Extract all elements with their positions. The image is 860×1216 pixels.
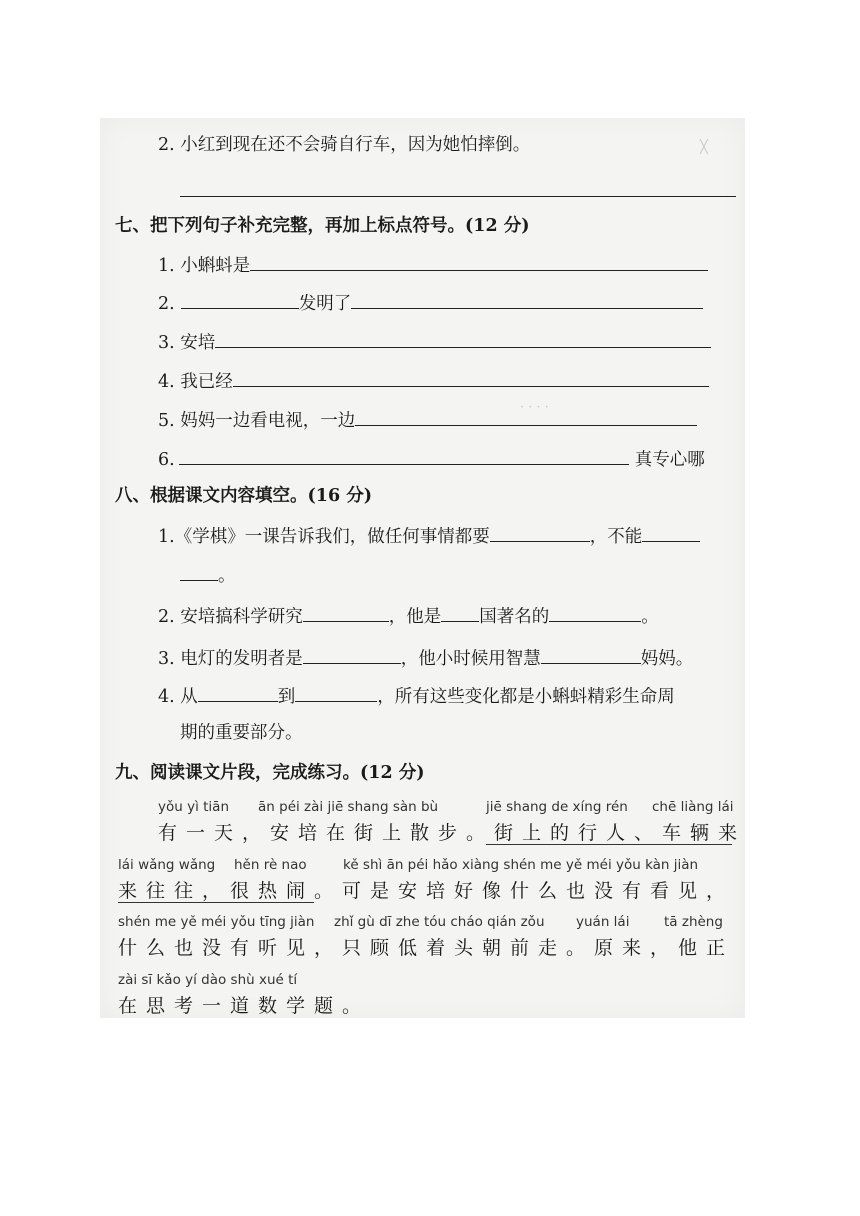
passage-line-1: 有一天，安培在街上散步。街上的行人、车辆来 — [158, 822, 747, 844]
s8-item-1-cont — [180, 562, 236, 588]
s8-item-4 — [158, 683, 675, 709]
s7-item-4-text: 4. 我已经 — [158, 372, 233, 392]
passage-underline — [118, 902, 314, 903]
s7-item-1-text: 1. 小蝌蚪是 — [158, 256, 251, 276]
pinyin-segment: yǒu yì tiān — [158, 799, 230, 815]
s7-item-2-mid: 发明了 — [298, 294, 352, 314]
s8-item-1-blank-c[interactable] — [180, 562, 218, 581]
passage-line-4: 在思考一道数学题。 — [118, 995, 371, 1017]
section-9-heading: 九、阅读课文片段，完成练习。(12 分) — [115, 763, 425, 783]
s8-item-1-text: 1.《学棋》一课告诉我们，做任何事情都要 — [158, 527, 490, 547]
s7-item-6-blank[interactable] — [179, 446, 629, 465]
s8-item-2-blank-a[interactable] — [303, 603, 389, 622]
s7-item-2-blank-a[interactable] — [181, 290, 299, 309]
s7-item-6-end: 真专心哪 — [634, 450, 705, 470]
pinyin-segment: zài sī kǎo yí dào shù xué tí — [118, 972, 298, 988]
s8-item-1-mid: ，不能 — [589, 527, 643, 547]
s8-item-2 — [158, 603, 659, 629]
s8-item-2-mid2: 国著名的 — [479, 607, 550, 627]
s7-item-5 — [158, 407, 697, 433]
s8-item-3-blank-a[interactable] — [303, 645, 401, 664]
s7-item-6-number: 6. — [158, 450, 175, 470]
s8-item-4-mid: 到 — [277, 687, 296, 707]
s8-item-4-text: 4. 从 — [158, 687, 198, 707]
s7-item-2-blank-b[interactable] — [351, 290, 703, 309]
s8-item-2-mid: ，他是 — [388, 607, 442, 627]
s8-item-3 — [158, 645, 693, 671]
s7-item-6 — [158, 446, 705, 472]
s7-item-1-blank[interactable] — [250, 252, 708, 271]
pinyin-segment: yuán lái — [576, 914, 630, 930]
pinyin-segment: ān péi zài jiē shang sàn bù — [258, 799, 439, 815]
q6-item-2: 2. 小红到现在还不会骑自行车，因为她怕摔倒。 — [158, 135, 531, 155]
s8-item-1-end: 。 — [218, 566, 236, 586]
s7-item-4-blank[interactable] — [233, 368, 709, 387]
pinyin-segment: hěn rè nao — [234, 857, 307, 873]
pinyin-segment: jiē shang de xíng rén — [486, 799, 628, 815]
passage-underline — [486, 844, 732, 845]
pinyin-segment: tā zhèng — [664, 914, 723, 930]
bleed-through-mark: ╳ — [700, 140, 708, 155]
pinyin-segment: chē liàng lái — [652, 799, 734, 815]
pinyin-segment: shén me yě méi yǒu tīng jiàn — [118, 914, 315, 930]
s7-item-5-text: 5. 妈妈一边看电视，一边 — [158, 411, 356, 431]
s8-item-4-blank-a[interactable] — [198, 683, 278, 702]
passage-line-3: 什么也没有听见，只顾低着头朝前走。原来，他正 — [118, 937, 735, 959]
s8-item-2-blank-c[interactable] — [549, 603, 641, 622]
s8-item-4-end: 期的重要部分。 — [180, 723, 303, 743]
s7-item-3-blank[interactable] — [215, 329, 711, 348]
s8-item-4-cont: ，所有这些变化都是小蝌蚪精彩生命周 — [377, 687, 675, 707]
s8-item-1-blank-a[interactable] — [490, 523, 590, 542]
s8-item-2-end: 。 — [641, 607, 659, 627]
bleed-through-mark: · · · · — [520, 400, 549, 415]
s7-item-5-blank[interactable] — [355, 407, 697, 426]
s8-item-3-blank-b[interactable] — [541, 645, 641, 664]
s8-item-3-end: 妈妈。 — [640, 649, 694, 669]
s8-item-3-mid: ，他小时候用智慧 — [400, 649, 541, 669]
s8-item-2-blank-b[interactable] — [441, 603, 479, 622]
s7-item-4 — [158, 368, 709, 394]
section-8-heading: 八、根据课文内容填空。(16 分) — [115, 486, 373, 506]
s8-item-1-blank-b[interactable] — [642, 523, 700, 542]
pinyin-segment: kě shì ān péi hǎo xiàng shén me yě méi yǒu kàn jiàn — [343, 857, 699, 873]
section-7-heading: 七、把下列句子补充完整，再加上标点符号。(12 分) — [115, 216, 530, 236]
s8-item-4-blank-b[interactable] — [295, 683, 377, 702]
s7-item-2-number: 2. — [158, 294, 175, 314]
s7-item-3-text: 3. 安培 — [158, 333, 216, 353]
pinyin-segment: zhǐ gù dī zhe tóu cháo qián zǒu — [334, 914, 545, 930]
s8-item-2-text: 2. 安培搞科学研究 — [158, 607, 303, 627]
s7-item-3 — [158, 329, 711, 355]
pinyin-segment: lái wǎng wǎng — [118, 857, 216, 873]
passage-line-2: 来往往，很热闹。可是安培好像什么也没有看见， — [118, 880, 735, 902]
s7-item-1 — [158, 252, 718, 278]
s7-item-2 — [158, 290, 703, 316]
s8-item-1 — [158, 523, 700, 549]
answer-line — [180, 196, 736, 197]
s8-item-3-text: 3. 电灯的发明者是 — [158, 649, 303, 669]
